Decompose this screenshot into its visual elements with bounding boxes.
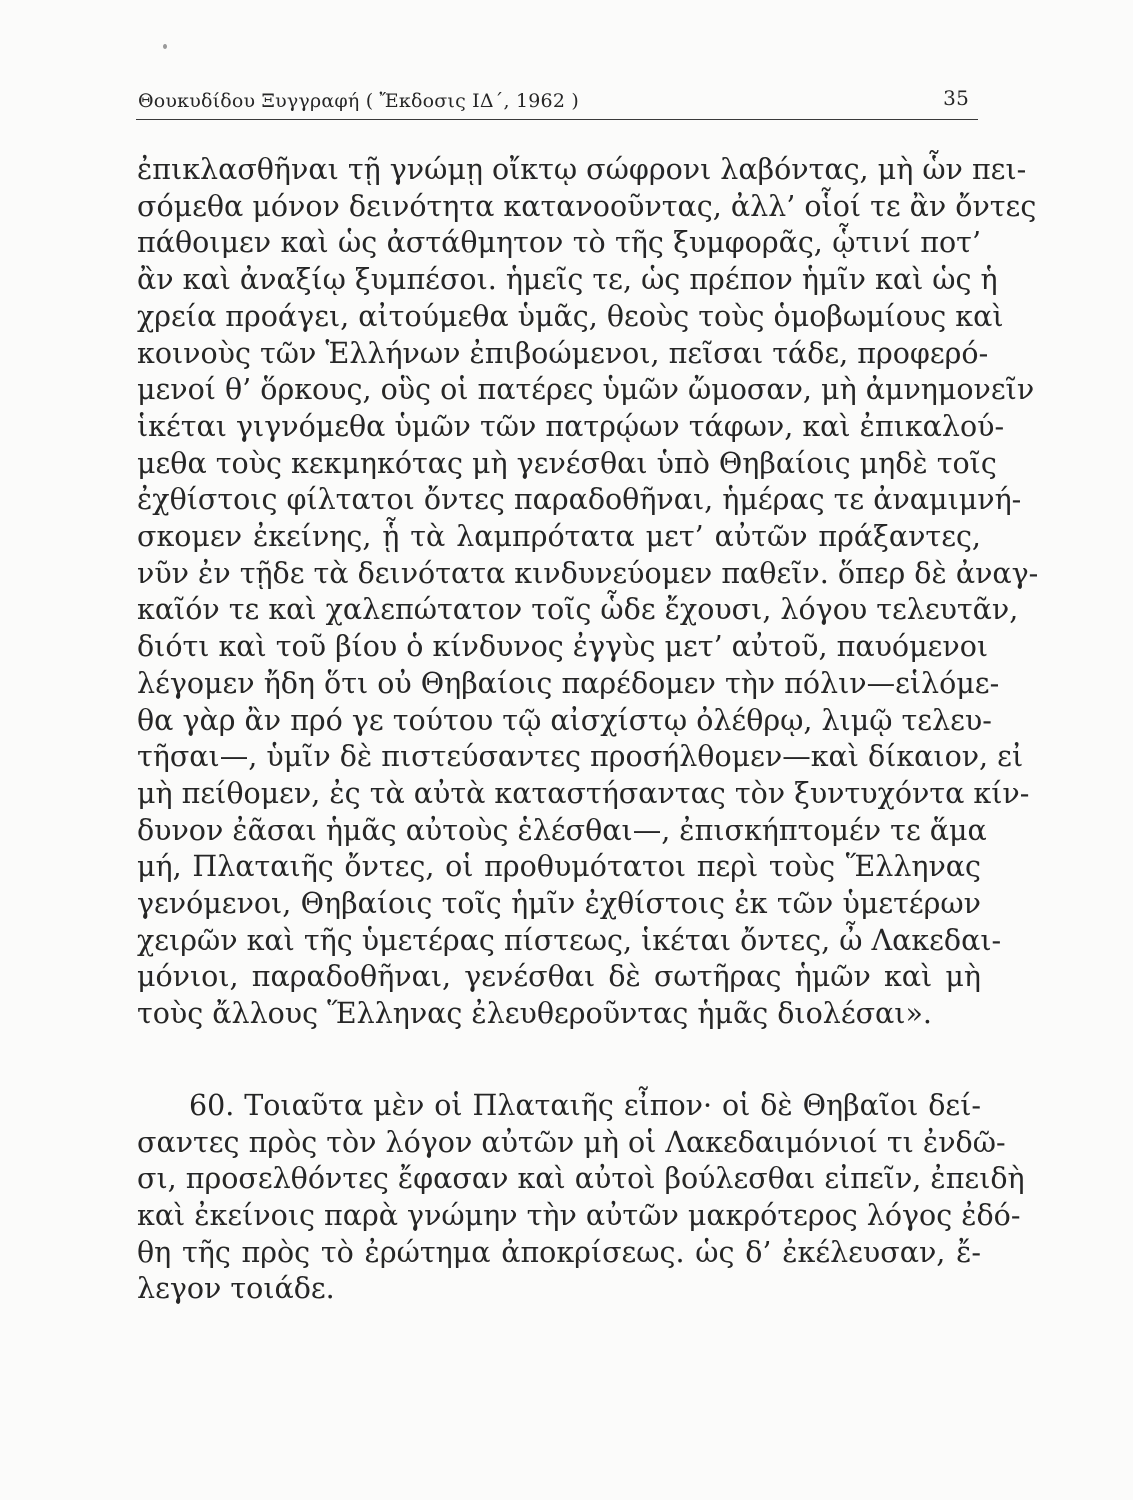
- text-line: τῆσαι—, ὑμῖν δὲ πιστεύσαντες προσήλθομεν—καὶ δίκαιον, εἰ: [137, 740, 1024, 774]
- text-line: ἂν καὶ ἀναξίῳ ξυμπέσοι. ἡμεῖς τε, ὡς πρέπον ἡμῖν καὶ ὡς ἡ: [137, 263, 998, 297]
- text-line: σαντες πρὸς τὸν λόγον αὐτῶν μὴ οἱ Λακεδαιμόνιοί τι ἐνδῶ-: [137, 1125, 1006, 1159]
- text-line: ἐπικλασθῆναι τῇ γνώμῃ οἴκτῳ σώφρονι λαβόντας, μὴ ὧν πει-: [137, 153, 1027, 186]
- text-line: μή, Πλαταιῆς ὄντες, οἱ προθυμότατοι περὶ τοὺς Ἕλληνας: [137, 850, 981, 884]
- header-rule: [136, 119, 978, 120]
- text-line: ἱκέται γιγνόμεθα ὑμῶν τῶν πατρῴων τάφων, καὶ ἐπικαλού-: [137, 409, 1005, 443]
- page-number: 35: [943, 86, 969, 110]
- text-line: τοὺς ἄλλους Ἕλληνας ἐλευθεροῦντας ἡμᾶς διολέσαι».: [137, 997, 932, 1031]
- text-line: καῖόν τε καὶ χαλεπώτατον τοῖς ὧδε ἔχουσι, λόγου τελευτᾶν,: [137, 593, 1019, 627]
- text-line: θη τῆς πρὸς τὸ ἐρώτημα ἀποκρίσεως. ὡς δ’ ἐκέλευσαν, ἔ-: [137, 1235, 981, 1269]
- text-line: χρεία προάγει, αἰτούμεθα ὑμᾶς, θεοὺς τοὺς ὁμοβωμίους καὶ: [137, 299, 1004, 333]
- paragraph-gap: [137, 1033, 981, 1088]
- text-line: σόμεθα μόνον δεινότητα κατανοοῦντας, ἀλλ’ οἷοί τε ἂν ὄντες: [137, 189, 1037, 223]
- text-line: κοινοὺς τῶν Ἑλλήνων ἐπιβοώμενοι, πεῖσαι τάδε, προφερό-: [137, 336, 989, 370]
- text-line: λέγομεν ἤδη ὅτι οὐ Θηβαίοις παρέδομεν τὴν πόλιν—εἱλόμε-: [137, 666, 1000, 700]
- text-line: μεθα τοὺς κεκμηκότας μὴ γενέσθαι ὑπὸ Θηβαίοις μηδὲ τοῖς: [137, 446, 997, 480]
- text-line: σι, προσελθόντες ἔφασαν καὶ αὐτοὶ βούλεσθαι εἰπεῖν, ἐπειδὴ: [137, 1162, 1025, 1196]
- paragraph-speech-conclusion: [137, 152, 1039, 1033]
- paper-speck: [163, 44, 167, 49]
- text-line: 60. Τοιαῦτα μὲν οἱ Πλαταιῆς εἶπον· οἱ δὲ Θηβαῖοι δεί-: [189, 1088, 981, 1122]
- text-line: γενόμενοι, Θηβαίοις τοῖς ἡμῖν ἐχθίστοις ἐκ τῶν ὑμετέρων: [137, 887, 981, 921]
- text-line: καὶ ἐκείνοις παρὰ γνώμην τὴν αὐτῶν μακρότερος λόγος ἐδό-: [137, 1198, 1021, 1232]
- text-line: μὴ πείθομεν, ἐς τὰ αὐτὰ καταστήσαντας τὸν ξυντυχόντα κίν-: [137, 776, 1030, 810]
- text-line: σκομεν ἐκείνης, ᾗ τὰ λαμπρότατα μετ’ αὐτῶν πράξαντες,: [137, 520, 981, 554]
- text-line: ἐχθίστοις φίλτατοι ὄντες παραδοθῆναι, ἡμέρας τε ἀναμιμνή-: [137, 483, 1022, 517]
- running-header: [138, 86, 975, 118]
- text-line: χειρῶν καὶ τῆς ὑμετέρας πίστεως, ἱκέται ὄντες, ὦ Λακεδαι-: [137, 923, 1002, 957]
- text-line: λεγον τοιάδε.: [137, 1272, 335, 1306]
- text-line: διότι καὶ τοῦ βίου ὁ κίνδυνος ἐγγὺς μετ’ αὐτοῦ, παυόμενοι: [137, 630, 989, 664]
- paragraph-chapter-60: [137, 1088, 1025, 1308]
- text-line: πάθοιμεν καὶ ὡς ἀστάθμητον τὸ τῆς ξυμφορᾶς, ᾧτινί ποτ’: [137, 226, 981, 260]
- body-text: [137, 152, 1039, 1308]
- text-line: θα γὰρ ἂν πρό γε τούτου τῷ αἰσχίστῳ ὀλέθρῳ, λιμῷ τελευ-: [137, 703, 992, 737]
- text-line: μόνιοι, παραδοθῆναι, γενέσθαι δὲ σωτῆρας ἡμῶν καὶ μὴ: [137, 960, 981, 994]
- text-line: νῦν ἐν τῇδε τὰ δεινότατα κινδυνεύομεν παθεῖν. ὅπερ δὲ ἀναγ-: [137, 556, 1039, 590]
- text-line: μενοί θ’ ὅρκους, οὓς οἱ πατέρες ὑμῶν ὤμοσαν, μὴ ἀμνημονεῖν: [137, 373, 1035, 407]
- running-title: Θουκυδίδου Ξυγγραφή ( Ἔκδοσις ΙΔ΄, 1962 ): [138, 90, 579, 112]
- text-line: δυνον ἐᾶσαι ἡμᾶς αὐτοὺς ἑλέσθαι—, ἐπισκήπτομέν τε ἅμα: [137, 813, 987, 847]
